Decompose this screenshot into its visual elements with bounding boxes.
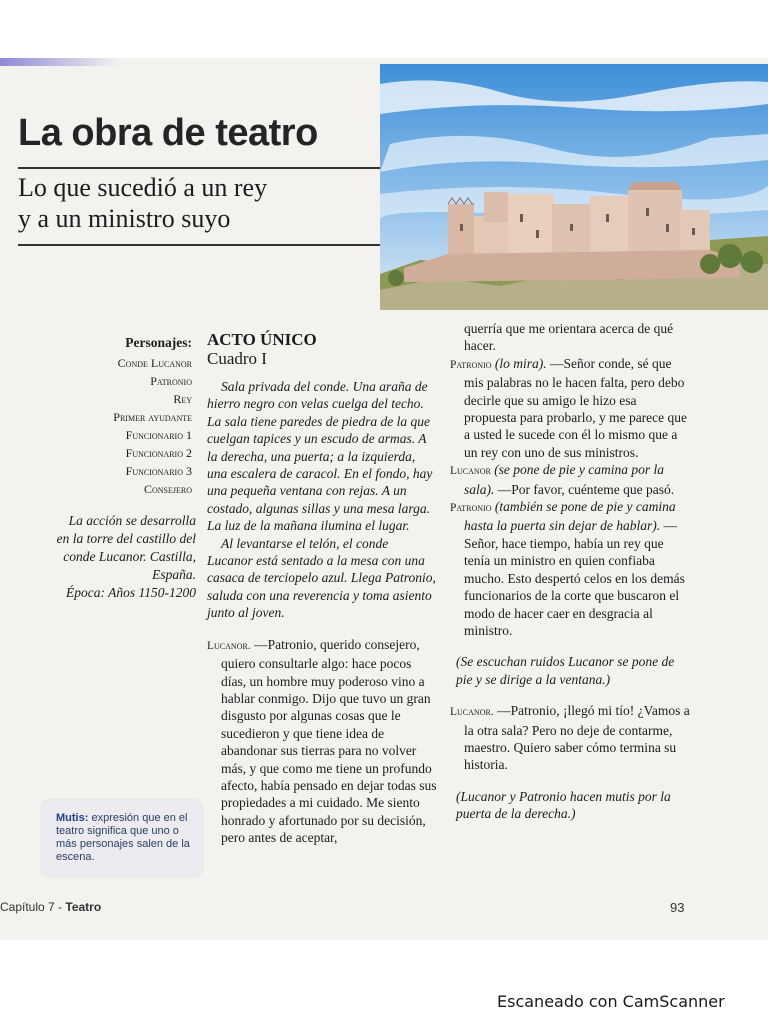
character-item: Primer ayudante: [113, 410, 192, 424]
footer-section: Teatro: [65, 900, 102, 914]
setting-line: Época: Años 1150-1200: [66, 585, 196, 600]
dialogue-text: —Patronio, querido consejero, quiero consultarle algo: hace pocos días, un hombre muy poderoso vino a hablar conmigo. Dijo que tuvo un gran disgusto por algunas cosas que le sucedieron y que tiene idea de abandonar sus tierras para no volver más, y que como me tiene un profundo afecto, había pensado en dejar todas sus propiedades a mi cuidado. Me siento honrado y afortunado por su decisión, pero antes de aceptar,: [221, 636, 437, 846]
play-title: [18, 172, 378, 234]
dialogue-continuation: querría que me orientara acerca de qué hacer.: [464, 321, 674, 354]
stage-direction: Sala privada del conde. Una araña de hierro negro con velas cuelga del techo. La sala tiene paredes de piedra de la que cuelgan tapices y un escudo de armas. A la derecha, una puerta; a la izquierda, una escalera de caracol. En el fondo, hay una pequeña ventana con rejas. A un costado, algunas sillas y una mesa larga. La luz de la mañana ilumina el lugar.: [207, 379, 433, 534]
stage-direction: (Se escuchan ruidos Lucanor se pone de pie y se dirige a la ventana.): [456, 654, 675, 687]
setting-line: La acción se desarrolla: [68, 513, 196, 528]
character-item: Rey: [173, 392, 192, 406]
castle-watercolor-illustration: [380, 64, 768, 310]
character-item: Consejero: [143, 482, 192, 496]
dialogue-line: [450, 702, 690, 774]
scanner-watermark: Escaneado con CamScanner: [497, 992, 725, 1011]
dialogue-line: [450, 355, 690, 461]
stage-direction: Al levantarse el telón, el conde Lucanor está sentado a la mesa con una casaca de terciopelo azul. Llega Patronio, saluda con una reverencia y toma asiento junto al joven.: [207, 535, 436, 621]
play-column-right: [450, 320, 690, 823]
page-edge-shadow: [0, 58, 120, 66]
title-divider-top: [18, 167, 382, 169]
speaker-name: Patronio: [450, 502, 492, 515]
stage-direction-inline: (se pone de pie y camina por la sala).: [464, 462, 665, 497]
character-item: Conde Lucanor: [117, 356, 192, 370]
play-column-middle: [207, 330, 437, 847]
dialogue-text: —Señor, hace tiempo, había un rey que tenía un ministro en quien confiaba mucho. Esto despertó celos en los demás funcionarios de la corte que buscaron el modo de hacer caer en desgracia al ministro.: [464, 518, 685, 638]
dialogue-text: —Patronio, ¡llegó mi tío! ¿Vamos a la otra sala? Pero no deje de contarme, maestro. Quiero saber cómo termina su historia.: [464, 703, 690, 773]
speaker-name: Lucanor.: [450, 706, 494, 719]
play-title-line-1: Lo que sucedió a un rey: [18, 173, 268, 202]
dialogue-line: [450, 498, 690, 639]
speaker-name: Lucanor.: [207, 639, 251, 652]
setting-line: conde Lucanor. Castilla,: [63, 549, 196, 564]
dialogue-text: —Por favor, cuénteme que pasó.: [497, 481, 675, 497]
dialogue-text: —Señor conde, sé que mis palabras no le hacen falta, pero debo decirle que su amigo le hizo esa propuesta para probarlo, y me parece que a usted le sucede con él lo mismo que a un rey con uno de sus ministros.: [464, 355, 688, 460]
footer-chapter-label: Capítulo 7 -: [0, 900, 66, 914]
setting-line: en la torre del castillo del: [56, 531, 196, 546]
play-title-line-2: y a un ministro suyo: [18, 204, 231, 233]
character-item: Funcionario 2: [125, 446, 192, 460]
character-item: Patronio: [150, 374, 192, 388]
act-title: ACTO ÚNICO: [207, 330, 317, 349]
footer-chapter: [0, 900, 101, 914]
glossary-entry: [56, 812, 196, 864]
glossary-definition: expresión que en el teatro significa que uno o más personajes salen de la escena.: [56, 812, 190, 863]
dialogue-line: [450, 461, 690, 498]
stage-direction-inline: (lo mira).: [494, 355, 547, 371]
character-item: Funcionario 3: [125, 464, 192, 478]
speaker-name: Lucanor: [450, 465, 491, 478]
page-number: 93: [670, 900, 685, 915]
setting-line: España.: [152, 567, 196, 582]
stage-direction: (Lucanor y Patronio hacen mutis por la puerta de la derecha.): [456, 788, 671, 822]
character-item: Funcionario 1: [125, 428, 192, 442]
glossary-term: Mutis:: [56, 812, 89, 824]
scene-title: Cuadro I: [207, 349, 267, 368]
title-divider-bottom: [18, 244, 382, 246]
character-list: [40, 335, 192, 498]
speaker-name: Patronio: [450, 358, 492, 371]
castle-illustration-svg: [380, 64, 768, 310]
glossary-box: [42, 800, 202, 876]
stage-direction-inline: (también se pone de pie y camina hasta la puerta sin dejar de hablar).: [464, 499, 676, 534]
setting-note: [40, 512, 196, 602]
character-list-heading: Personajes:: [125, 335, 192, 350]
dialogue-line: [207, 636, 437, 847]
page-title: La obra de teatro: [18, 112, 318, 154]
